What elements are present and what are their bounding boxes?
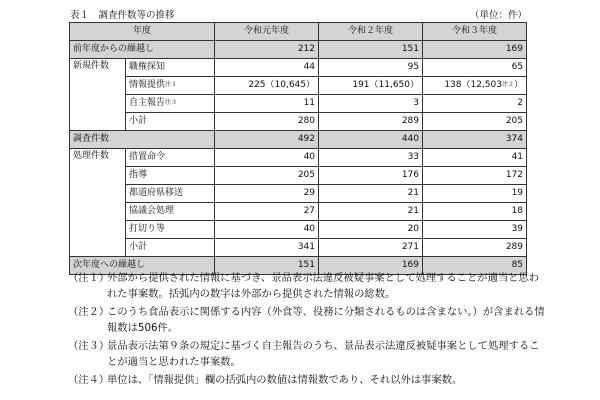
table-row (70, 221, 527, 239)
cell-fy2: 20 (319, 221, 423, 239)
cell-fy2: 151 (319, 41, 423, 59)
row-label: 前年度からの繰越し (70, 41, 215, 59)
cell-fy2: 271 (319, 239, 423, 257)
row-label: 職権探知 (126, 59, 215, 77)
row-label: 都道府県移送 (126, 185, 215, 203)
group-label-processed: 処理件数 (70, 149, 126, 257)
table-row (70, 77, 527, 95)
footnote-tag: （注４） (68, 374, 110, 386)
row-label-text: 自主報告 (129, 98, 166, 108)
cell-fy1: 11 (215, 95, 319, 113)
table-row (70, 95, 527, 113)
footnote (68, 373, 548, 389)
header-category: 年度 (70, 23, 215, 41)
footnote-tag: （注２） (68, 306, 110, 318)
cell-fy3: 205 (423, 113, 527, 131)
footnote-text: このうち食品表示に関係する内容（外食等、役務に分類されるものは含まない。）が含まれる情報数は506件。 (107, 306, 545, 334)
cell-fy2: 440 (319, 131, 423, 149)
cell-fy1: 44 (215, 59, 319, 77)
cell-fy1: 280 (215, 113, 319, 131)
cell-fy3 (423, 77, 527, 95)
row-label-text: 情報提供 (129, 80, 166, 90)
table-row (70, 113, 527, 131)
cell-fy2: 191（11,650） (319, 77, 423, 95)
header-fy3: 令和３年度 (423, 23, 527, 41)
group-label-new-cases: 新規件数 (70, 59, 126, 131)
cell-fy2: 95 (319, 59, 423, 77)
cell-fy3: 2 (423, 95, 527, 113)
row-label (126, 95, 215, 113)
cell-fy2: 289 (319, 113, 423, 131)
cell-fy1: 205 (215, 167, 319, 185)
cell-fy1: 225（10,645） (215, 77, 319, 95)
table-caption: 表１ 調査件数等の推移 (70, 10, 175, 21)
row-label: 小計 (126, 239, 215, 257)
cell-fy2: 21 (319, 185, 423, 203)
header-row (70, 23, 527, 41)
cell-fy1: 151 (215, 257, 319, 275)
unit-label: （単位：件） (470, 10, 528, 21)
row-label: 打切り等 (126, 221, 215, 239)
row-label: 措置命令 (126, 149, 215, 167)
cell-fy3: 289 (423, 239, 527, 257)
footnote (68, 271, 548, 302)
cell-fy1: 40 (215, 149, 319, 167)
footnote-text: 単位は、「情報提供」欄の括弧内の数値は情報数であり、それ以外は事案数。 (107, 374, 463, 386)
cell-fy3: 172 (423, 167, 527, 185)
header-fy2: 令和２年度 (319, 23, 423, 41)
cell-value-close: ） (514, 80, 524, 90)
note-ref: 注３ (165, 99, 178, 106)
cell-fy1: 212 (215, 41, 319, 59)
cell-fy1: 29 (215, 185, 319, 203)
cell-fy1: 492 (215, 131, 319, 149)
row-label (126, 77, 215, 95)
cell-fy3: 39 (423, 221, 527, 239)
footnote (68, 339, 548, 370)
row-label: 次年度への繰越し (70, 257, 215, 275)
cell-value: 138（12,503 (444, 80, 502, 90)
cell-fy1: 27 (215, 203, 319, 221)
cell-fy3: 18 (423, 203, 527, 221)
investigation-stats-table (69, 22, 527, 275)
cell-fy3: 65 (423, 59, 527, 77)
footnote-text: 景品表示法第９条の規定に基づく自主報告のうち、景品表示法違反被疑事案として処理することが適当と思われた事案数。 (107, 340, 540, 368)
table-row (70, 239, 527, 257)
row-label: 協議会処理 (126, 203, 215, 221)
carry-in-row (70, 41, 527, 59)
table-row (70, 185, 527, 203)
cell-fy3: 169 (423, 41, 527, 59)
header-fy1: 令和元年度 (215, 23, 319, 41)
cell-fy3: 41 (423, 149, 527, 167)
cell-fy2: 176 (319, 167, 423, 185)
cell-fy1: 341 (215, 239, 319, 257)
footnote-tag: （注３） (68, 340, 110, 352)
cell-fy3: 85 (423, 257, 527, 275)
note-ref: 注１ (165, 81, 178, 88)
table-row (70, 203, 527, 221)
cell-fy2: 21 (319, 203, 423, 221)
cell-fy1: 40 (215, 221, 319, 239)
row-label: 小計 (126, 113, 215, 131)
footnote (68, 305, 548, 336)
table-row (70, 59, 527, 77)
footnotes (68, 271, 548, 392)
cell-fy2: 3 (319, 95, 423, 113)
investigations-row (70, 131, 527, 149)
table-row (70, 167, 527, 185)
cell-fy3: 374 (423, 131, 527, 149)
cell-fy2: 169 (319, 257, 423, 275)
footnote-tag: （注１） (68, 272, 110, 284)
footnote-text: 外部から提供された情報に基づき、景品表示法違反被疑事案として処理することが適当と思われた事案数。括弧内の数字は外部から提供された情報の総数。 (107, 272, 540, 300)
cell-fy2: 33 (319, 149, 423, 167)
row-label: 指導 (126, 167, 215, 185)
row-label: 調査件数 (70, 131, 215, 149)
cell-fy3: 19 (423, 185, 527, 203)
note-ref: 注２ (501, 81, 514, 88)
table-row (70, 149, 527, 167)
